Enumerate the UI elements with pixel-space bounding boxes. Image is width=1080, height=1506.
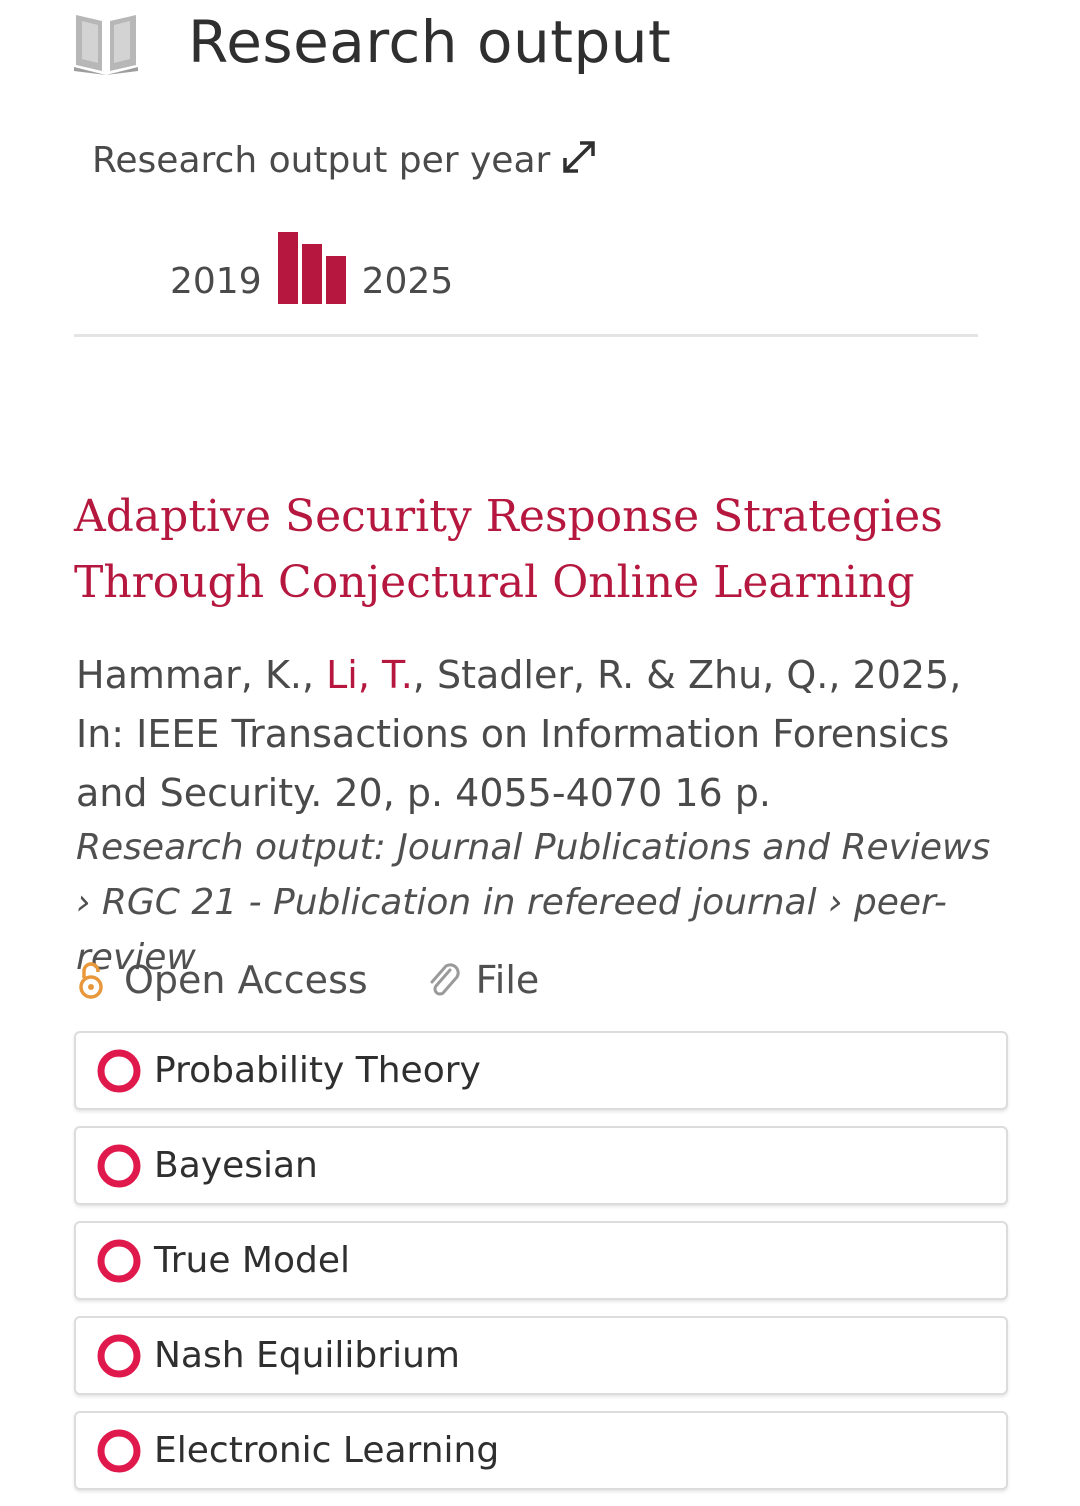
open-access-label: Open Access [124,958,368,1002]
section-header [72,4,671,80]
fingerprint-item[interactable] [74,1221,1008,1300]
chart-start-year: 2019 [170,261,262,302]
citation-authors-before: Hammar, K., [76,653,327,697]
file-label: File [475,958,540,1002]
publication-badges [76,958,539,1002]
per-year-label: Research output per year [92,140,551,181]
open-access-lock-icon [76,960,106,1000]
publication-citation [76,646,1006,823]
publication-title-link[interactable]: Adaptive Security Response Strategies Through Conjectural Online Learning [74,491,943,608]
fingerprint-item[interactable] [74,1031,1008,1110]
chart-end-year: 2025 [361,261,454,302]
fingerprint-label: Nash Equilibrium [154,1335,460,1376]
fingerprint-list [74,1031,1008,1506]
expand-icon[interactable] [560,138,598,176]
per-year-header [92,140,550,181]
fingerprint-label: Bayesian [154,1145,318,1186]
fingerprint-item[interactable] [74,1411,1008,1490]
chart-bar-2025 [326,256,346,304]
author-link[interactable]: Li, T. [326,653,413,697]
fingerprint-ring-icon [96,1238,142,1284]
open-access-badge [76,958,368,1002]
research-output-chart[interactable] [170,214,453,304]
paperclip-icon [426,960,462,1000]
section-divider [74,334,978,337]
chart-bars [278,232,346,304]
book-icon [72,9,140,75]
citation-rest: , Stadler, R. & Zhu, Q., 2025, In: IEEE Transactions on Information Forensics and Security. 20, p. 4055-4070 16 p. [76,653,962,815]
publication-type: Research output: Journal Publications and Reviews › RGC 21 - Publication in refereed journal › peer-review [76,827,991,978]
fingerprint-item[interactable] [74,1126,1008,1205]
fingerprint-ring-icon [96,1143,142,1189]
fingerprint-item[interactable] [74,1316,1008,1395]
fingerprint-ring-icon [96,1333,142,1379]
chart-bar-2024 [302,244,322,304]
fingerprint-ring-icon [96,1048,142,1094]
fingerprint-label: Probability Theory [154,1050,481,1091]
fingerprint-ring-icon [96,1428,142,1474]
chart-bar-2023 [278,232,298,304]
fingerprint-label: Electronic Learning [154,1430,500,1471]
section-title: Research output [188,8,672,76]
fingerprint-label: True Model [154,1240,350,1281]
file-badge[interactable] [426,958,540,1002]
